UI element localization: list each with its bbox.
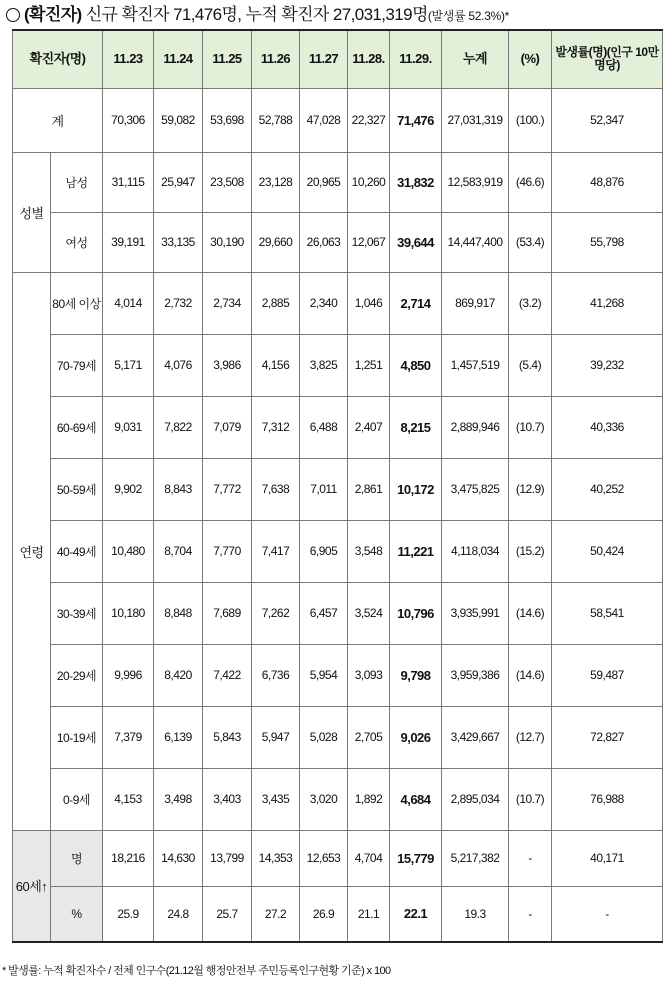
value-cell: 48,876: [552, 152, 663, 212]
value-cell: 2,895,034: [442, 768, 509, 830]
value-cell: 33,135: [154, 212, 203, 272]
header-cumulative: 누계: [442, 30, 509, 88]
value-cell: 2,340: [300, 272, 348, 334]
value-cell: 7,312: [252, 396, 300, 458]
value-cell: 9,902: [103, 458, 154, 520]
value-cell: (46.6): [509, 152, 552, 212]
value-cell-latest: 39,644: [390, 212, 442, 272]
value-cell: 25,947: [154, 152, 203, 212]
value-cell: (12.7): [509, 706, 552, 768]
value-cell: 3,498: [154, 768, 203, 830]
value-cell: 869,917: [442, 272, 509, 334]
header-date: 11.27: [300, 30, 348, 88]
value-cell-latest: 4,850: [390, 334, 442, 396]
value-cell: 10,480: [103, 520, 154, 582]
value-cell: 7,638: [252, 458, 300, 520]
value-cell: (14.6): [509, 582, 552, 644]
value-cell: 7,772: [203, 458, 252, 520]
value-cell: 2,889,946: [442, 396, 509, 458]
value-cell: 40,252: [552, 458, 663, 520]
table-row: [13, 706, 663, 768]
value-cell: 5,843: [203, 706, 252, 768]
header-date: 11.29.: [390, 30, 442, 88]
value-cell: (14.6): [509, 644, 552, 706]
value-cell: 2,705: [348, 706, 390, 768]
value-cell: 6,905: [300, 520, 348, 582]
table-row: [13, 334, 663, 396]
value-cell-latest: 9,026: [390, 706, 442, 768]
value-cell: 70,306: [103, 88, 154, 152]
value-cell: 2,885: [252, 272, 300, 334]
value-cell: 4,704: [348, 830, 390, 886]
table-row: [13, 830, 663, 886]
header-row: [13, 30, 663, 88]
value-cell: 26,063: [300, 212, 348, 272]
value-cell: 1,251: [348, 334, 390, 396]
value-cell: 59,082: [154, 88, 203, 152]
value-cell: 20,965: [300, 152, 348, 212]
header-category: 확진자(명): [13, 30, 103, 88]
value-cell: 18,216: [103, 830, 154, 886]
table-row-total: [13, 88, 663, 152]
table-row: [13, 396, 663, 458]
value-cell: 7,417: [252, 520, 300, 582]
value-cell: 6,488: [300, 396, 348, 458]
table-row: [13, 886, 663, 942]
value-cell: 30,190: [203, 212, 252, 272]
value-cell-latest: 4,684: [390, 768, 442, 830]
value-cell: 3,475,825: [442, 458, 509, 520]
header-date: 11.25: [203, 30, 252, 88]
value-cell: 3,403: [203, 768, 252, 830]
row-label: 20-29세: [51, 644, 103, 706]
value-cell: 9,996: [103, 644, 154, 706]
value-cell: 53,698: [203, 88, 252, 152]
value-cell: 31,115: [103, 152, 154, 212]
value-cell: 40,336: [552, 396, 663, 458]
value-cell: 7,262: [252, 582, 300, 644]
value-cell: (53.4): [509, 212, 552, 272]
group-label-age: 연령: [13, 272, 51, 830]
value-cell: 9,031: [103, 396, 154, 458]
table-row: [13, 520, 663, 582]
value-cell: 3,959,386: [442, 644, 509, 706]
value-cell: 3,935,991: [442, 582, 509, 644]
value-cell-latest: 31,832: [390, 152, 442, 212]
value-cell: 25.7: [203, 886, 252, 942]
value-cell: 7,422: [203, 644, 252, 706]
value-cell: -: [509, 830, 552, 886]
value-cell: 24.8: [154, 886, 203, 942]
group-label-sex: 성별: [13, 152, 51, 272]
value-cell: 12,653: [300, 830, 348, 886]
value-cell: 3,093: [348, 644, 390, 706]
value-cell: 23,128: [252, 152, 300, 212]
header-percent: (%): [509, 30, 552, 88]
value-cell: (3.2): [509, 272, 552, 334]
value-cell-latest: 10,172: [390, 458, 442, 520]
page-title: [6, 2, 509, 28]
group-label-over60: 60세↑: [13, 830, 51, 942]
title-prefix: (확진자): [24, 5, 82, 24]
value-cell-latest: 8,215: [390, 396, 442, 458]
value-cell: 3,548: [348, 520, 390, 582]
title-main: 신규 확진자 71,476명, 누적 확진자 27,031,319명: [81, 5, 428, 24]
value-cell: 14,353: [252, 830, 300, 886]
value-cell-latest: 15,779: [390, 830, 442, 886]
value-cell: 72,827: [552, 706, 663, 768]
value-cell: 2,734: [203, 272, 252, 334]
value-cell: (10.7): [509, 396, 552, 458]
value-cell: 3,986: [203, 334, 252, 396]
value-cell-latest: 10,796: [390, 582, 442, 644]
value-cell: (15.2): [509, 520, 552, 582]
value-cell: -: [552, 886, 663, 942]
header-date: 11.23: [103, 30, 154, 88]
value-cell: 50,424: [552, 520, 663, 582]
value-cell: 7,011: [300, 458, 348, 520]
header-date: 11.24: [154, 30, 203, 88]
table-row: [13, 272, 663, 334]
header-date: 11.26: [252, 30, 300, 88]
value-cell: 2,861: [348, 458, 390, 520]
value-cell: 4,153: [103, 768, 154, 830]
value-cell: 14,447,400: [442, 212, 509, 272]
value-cell: 6,736: [252, 644, 300, 706]
value-cell: (100.): [509, 88, 552, 152]
value-cell: 41,268: [552, 272, 663, 334]
title-suffix: (발생률 52.3%)*: [427, 9, 510, 23]
value-cell: 76,988: [552, 768, 663, 830]
value-cell: 47,028: [300, 88, 348, 152]
value-cell: 1,457,519: [442, 334, 509, 396]
value-cell: -: [509, 886, 552, 942]
value-cell: 4,118,034: [442, 520, 509, 582]
value-cell: 59,487: [552, 644, 663, 706]
row-label: 40-49세: [51, 520, 103, 582]
value-cell: 52,788: [252, 88, 300, 152]
value-cell: 13,799: [203, 830, 252, 886]
row-label: 여성: [51, 212, 103, 272]
table-row: [13, 644, 663, 706]
value-cell: 7,379: [103, 706, 154, 768]
row-label: 30-39세: [51, 582, 103, 644]
row-label: 60-69세: [51, 396, 103, 458]
value-cell: 8,843: [154, 458, 203, 520]
value-cell: 12,067: [348, 212, 390, 272]
value-cell: 21.1: [348, 886, 390, 942]
table-row: [13, 458, 663, 520]
value-cell: 14,630: [154, 830, 203, 886]
value-cell: 27,031,319: [442, 88, 509, 152]
value-cell: 23,508: [203, 152, 252, 212]
value-cell: (10.7): [509, 768, 552, 830]
row-label: 50-59세: [51, 458, 103, 520]
value-cell: 3,825: [300, 334, 348, 396]
value-cell-latest: 71,476: [390, 88, 442, 152]
row-label: 계: [13, 88, 103, 152]
footnote: * 발생률: 누적 확진자수 / 전체 인구수(21.12월 행정안전부 주민등록인구현황 기준) x 100: [2, 965, 391, 977]
value-cell: 2,732: [154, 272, 203, 334]
value-cell: 3,429,667: [442, 706, 509, 768]
value-cell: 10,260: [348, 152, 390, 212]
value-cell: 1,046: [348, 272, 390, 334]
row-label: 10-19세: [51, 706, 103, 768]
value-cell: 6,457: [300, 582, 348, 644]
circle-bullet-icon: [6, 8, 20, 22]
row-label: 남성: [51, 152, 103, 212]
value-cell: 39,232: [552, 334, 663, 396]
value-cell: 22,327: [348, 88, 390, 152]
table-row: [13, 768, 663, 830]
header-incidence-rate: 발생률(명)(인구 10만명당): [552, 30, 663, 88]
value-cell: 55,798: [552, 212, 663, 272]
value-cell: 4,076: [154, 334, 203, 396]
table-row: [13, 582, 663, 644]
value-cell: (5.4): [509, 334, 552, 396]
value-cell: 5,947: [252, 706, 300, 768]
value-cell: 26.9: [300, 886, 348, 942]
value-cell: 12,583,919: [442, 152, 509, 212]
row-label: %: [51, 886, 103, 942]
value-cell: 25.9: [103, 886, 154, 942]
value-cell: 7,689: [203, 582, 252, 644]
row-label: 70-79세: [51, 334, 103, 396]
value-cell: 52,347: [552, 88, 663, 152]
value-cell: 39,191: [103, 212, 154, 272]
value-cell: 27.2: [252, 886, 300, 942]
value-cell-latest: 11,221: [390, 520, 442, 582]
value-cell: 8,420: [154, 644, 203, 706]
value-cell: 6,139: [154, 706, 203, 768]
value-cell: 4,156: [252, 334, 300, 396]
value-cell: 19.3: [442, 886, 509, 942]
value-cell: 58,541: [552, 582, 663, 644]
value-cell: 5,217,382: [442, 830, 509, 886]
value-cell: 3,020: [300, 768, 348, 830]
value-cell: 8,848: [154, 582, 203, 644]
value-cell: 1,892: [348, 768, 390, 830]
value-cell: 7,079: [203, 396, 252, 458]
table-row: [13, 212, 663, 272]
value-cell: 10,180: [103, 582, 154, 644]
header-date: 11.28.: [348, 30, 390, 88]
value-cell: 40,171: [552, 830, 663, 886]
value-cell: 5,171: [103, 334, 154, 396]
value-cell: 3,435: [252, 768, 300, 830]
value-cell: 3,524: [348, 582, 390, 644]
value-cell: 7,822: [154, 396, 203, 458]
value-cell: (12.9): [509, 458, 552, 520]
value-cell: 5,954: [300, 644, 348, 706]
table-row: [13, 152, 663, 212]
row-label: 명: [51, 830, 103, 886]
value-cell-latest: 2,714: [390, 272, 442, 334]
value-cell: 4,014: [103, 272, 154, 334]
row-label: 0-9세: [51, 768, 103, 830]
value-cell: 2,407: [348, 396, 390, 458]
row-label: 80세 이상: [51, 272, 103, 334]
table-body: [13, 30, 663, 942]
value-cell: 7,770: [203, 520, 252, 582]
value-cell: 8,704: [154, 520, 203, 582]
value-cell: 5,028: [300, 706, 348, 768]
confirmed-cases-table: [12, 29, 663, 943]
value-cell-latest: 9,798: [390, 644, 442, 706]
value-cell: 29,660: [252, 212, 300, 272]
value-cell-latest: 22.1: [390, 886, 442, 942]
